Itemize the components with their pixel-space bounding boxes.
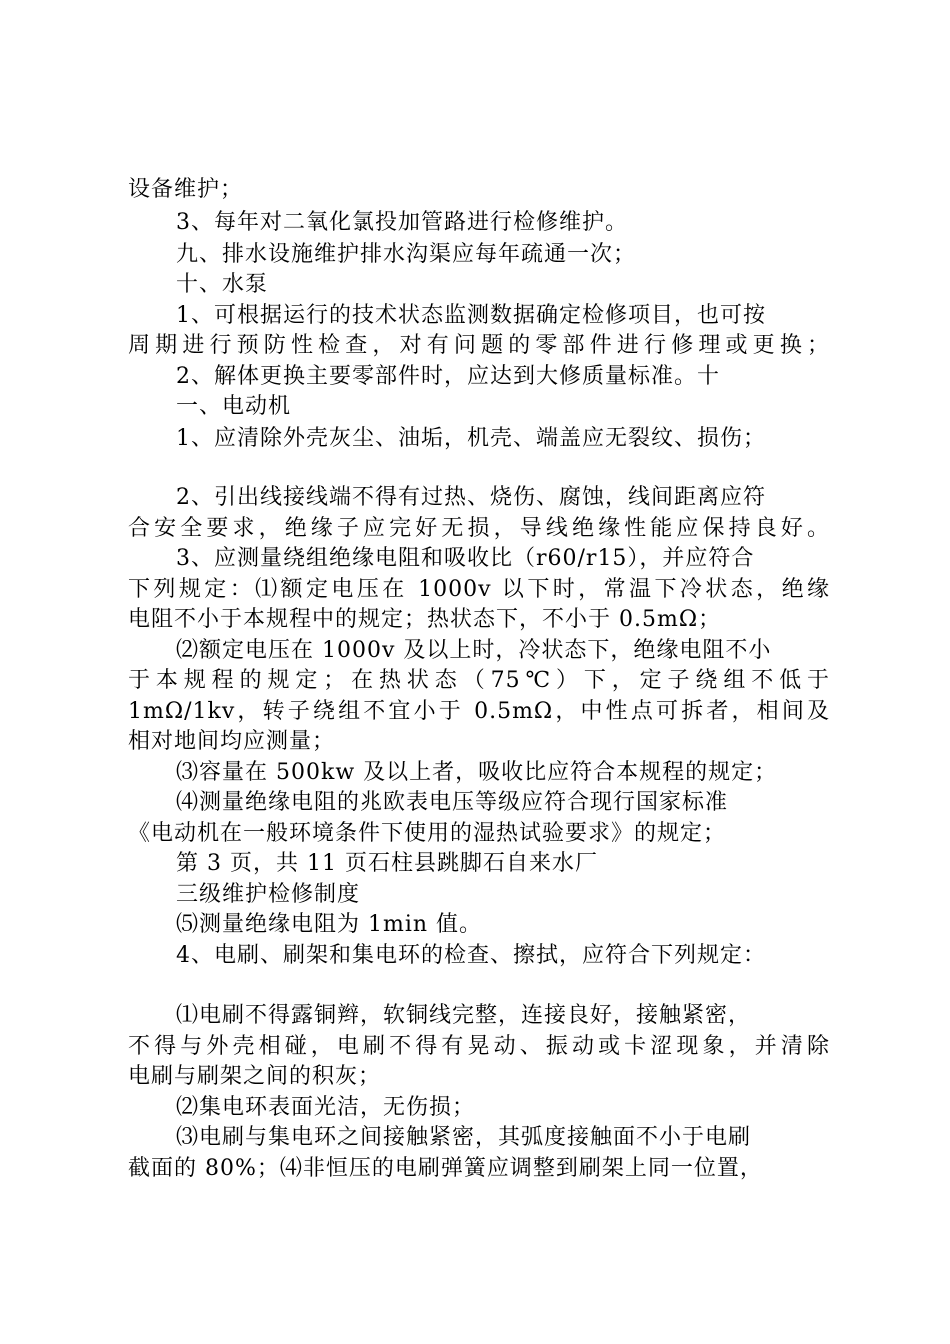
text-line: 电刷与刷架之间的积灰；	[128, 1064, 382, 1089]
text-line: 周期进行预防性检查，对有问题的零部件进行修理或更换；	[128, 333, 830, 358]
text-line: ⑷测量绝缘电阻的兆欧表电压等级应符合现行国家标准	[176, 790, 729, 815]
text-line: 2、解体更换主要零部件时，应达到大修质量标准。十	[176, 364, 720, 389]
text-line: 《电动机在一般环境条件下使用的湿热试验要求》的规定；	[128, 821, 727, 846]
text-line: 电阻不小于本规程中的规定；热状态下，不小于 0.5mΩ；	[128, 607, 722, 632]
text-line: ⑴电刷不得露铜辫，软铜线完整，连接良好，接触紧密，	[176, 1003, 752, 1028]
text-line: 设备维护；	[128, 177, 244, 202]
text-line: 三级维护检修制度	[176, 882, 361, 907]
text-line: 九、排水设施维护排水沟渠应每年疏通一次；	[176, 242, 637, 267]
text-line: 合安全要求，绝缘子应完好无损，导线绝缘性能应保持良好。	[128, 516, 830, 541]
text-line: 一、电动机	[176, 394, 292, 419]
text-line: 截面的 80%；⑷非恒压的电刷弹簧应调整到刷架上同一位置，	[128, 1156, 763, 1181]
text-line: 1、可根据运行的技术状态监测数据确定检修项目，也可按	[176, 303, 766, 328]
text-line: ⑶电刷与集电环之间接触紧密，其弧度接触面不小于电刷	[176, 1125, 752, 1150]
text-line: 3、每年对二氧化氯投加管路进行检修维护。	[176, 210, 628, 235]
text-line: 2、引出线接线端不得有过热、烧伤、腐蚀，线间距离应符	[176, 485, 766, 510]
text-line: 1mΩ/1kv，转子绕组不宜小于 0.5mΩ，中性点可拆者，相间及	[128, 699, 830, 724]
text-line: 下列规定：⑴额定电压在 1000v 以下时，常温下冷状态，绝缘	[128, 577, 830, 602]
text-line: 于本规程的规定；在热状态（75℃）下，定子绕组不低于	[128, 668, 830, 693]
text-line: ⑶容量在 500kw 及以上者，吸收比应符合本规程的规定；	[176, 760, 778, 785]
text-line: 4、电刷、刷架和集电环的检查、擦拭，应符合下列规定：	[176, 943, 766, 968]
text-line: 十、水泵	[176, 272, 269, 297]
text-line: 1、应清除外壳灰尘、油垢，机壳、端盖应无裂纹、损伤；	[176, 426, 766, 451]
text-line: 相对地间均应测量；	[128, 729, 336, 754]
text-line: 第 3 页，共 11 页石柱县跳脚石自来水厂	[176, 851, 598, 876]
text-line: 3、应测量绕组绝缘电阻和吸收比（r60/r15），并应符合	[176, 546, 755, 571]
text-line: ⑸测量绝缘电阻为 1min 值。	[176, 912, 483, 937]
text-line: ⑵额定电压在 1000v 及以上时，冷状态下，绝缘电阻不小	[176, 638, 772, 663]
text-line: 不得与外壳相碰，电刷不得有晃动、振动或卡涩现象，并清除	[128, 1034, 830, 1059]
text-line: ⑵集电环表面光洁，无伤损；	[176, 1095, 476, 1120]
